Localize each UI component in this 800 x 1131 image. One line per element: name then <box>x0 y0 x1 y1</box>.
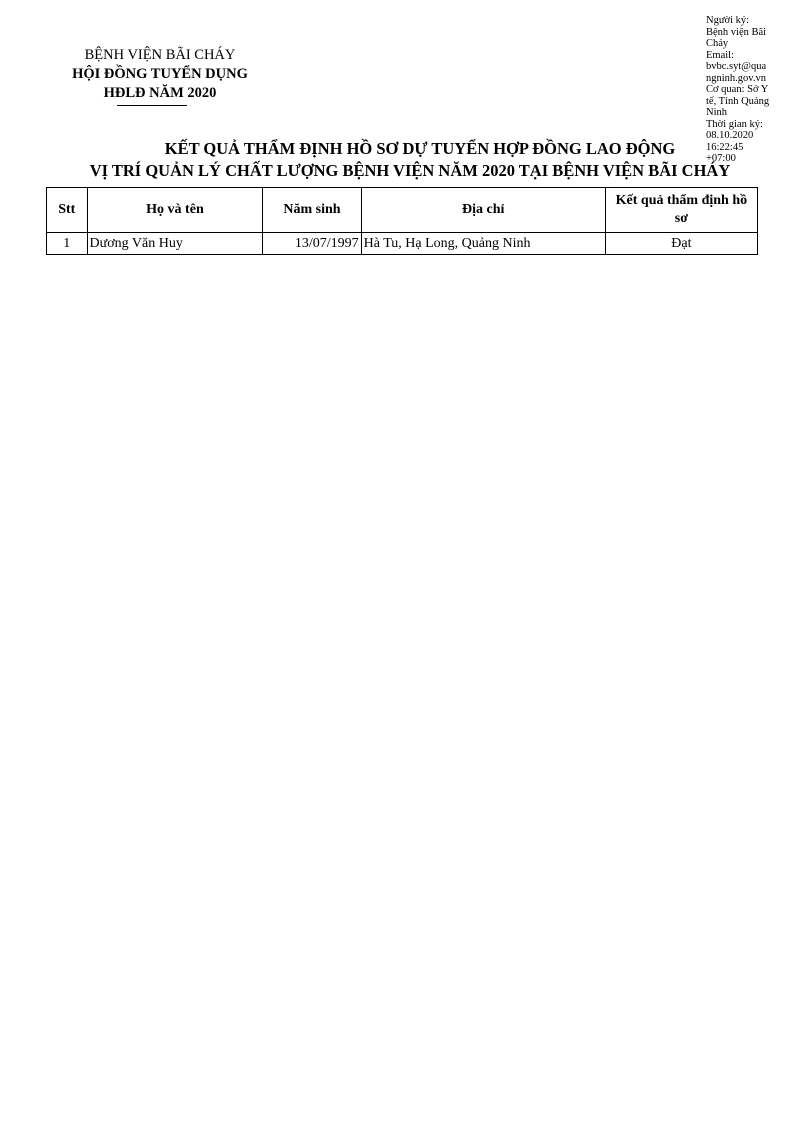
header-underline <box>117 105 187 106</box>
signature-line: tế, Tỉnh Quảng <box>706 95 770 107</box>
signature-line: +07:00 <box>706 153 736 164</box>
signature-line: Cháy <box>706 38 729 49</box>
contract-year: HĐLĐ NĂM 2020 <box>103 85 217 101</box>
title-line-1: KẾT QUẢ THẨM ĐỊNH HỒ SƠ DỰ TUYỂN HỢP ĐỒNG LAO ĐỘNG <box>164 139 676 158</box>
table-header-row <box>47 188 758 233</box>
signature-line: 08.10.2020 <box>706 130 754 141</box>
signature-line: 16:22:45 <box>706 141 744 153</box>
document-title <box>40 138 780 182</box>
hospital-name: BỆNH VIỆN BÃI CHÁY <box>84 47 236 63</box>
column-header-birth: Năm sinh <box>263 188 361 233</box>
signature-line: Email: <box>706 49 734 61</box>
signature-line: Người ký: <box>706 15 750 26</box>
signature-line: bvbc.syt@qua <box>706 61 767 72</box>
cell-stt: 1 <box>47 233 88 255</box>
signature-line: ngninh.gov.vn <box>706 72 766 84</box>
cell-birth: 13/07/1997 <box>263 233 361 255</box>
signature-line: Ninh <box>706 107 727 118</box>
signature-line: Cơ quan: Sở Y <box>706 84 769 95</box>
column-header-address: Địa chỉ <box>361 188 605 233</box>
cell-result: Đạt <box>605 233 757 255</box>
cell-name: Dương Văn Huy <box>87 233 263 255</box>
results-table <box>46 187 758 255</box>
column-header-result: Kết quả thẩm định hồ sơ <box>605 188 757 233</box>
signature-line: Thời gian ký: <box>706 118 763 130</box>
council-name: HỘI ĐỒNG TUYỂN DỤNG <box>72 66 248 82</box>
organization-header <box>50 46 270 103</box>
signature-line: Bệnh viện Bãi <box>706 26 767 38</box>
column-header-stt: Stt <box>47 188 88 233</box>
column-header-name: Họ và tên <box>87 188 263 233</box>
cell-address: Hà Tu, Hạ Long, Quảng Ninh <box>361 233 605 255</box>
title-line-2: VỊ TRÍ QUẢN LÝ CHẤT LƯỢNG BỆNH VIỆN NĂM 2020 TẠI BỆNH VIỆN BÃI CHÁY <box>89 161 731 180</box>
table-row <box>47 233 758 255</box>
